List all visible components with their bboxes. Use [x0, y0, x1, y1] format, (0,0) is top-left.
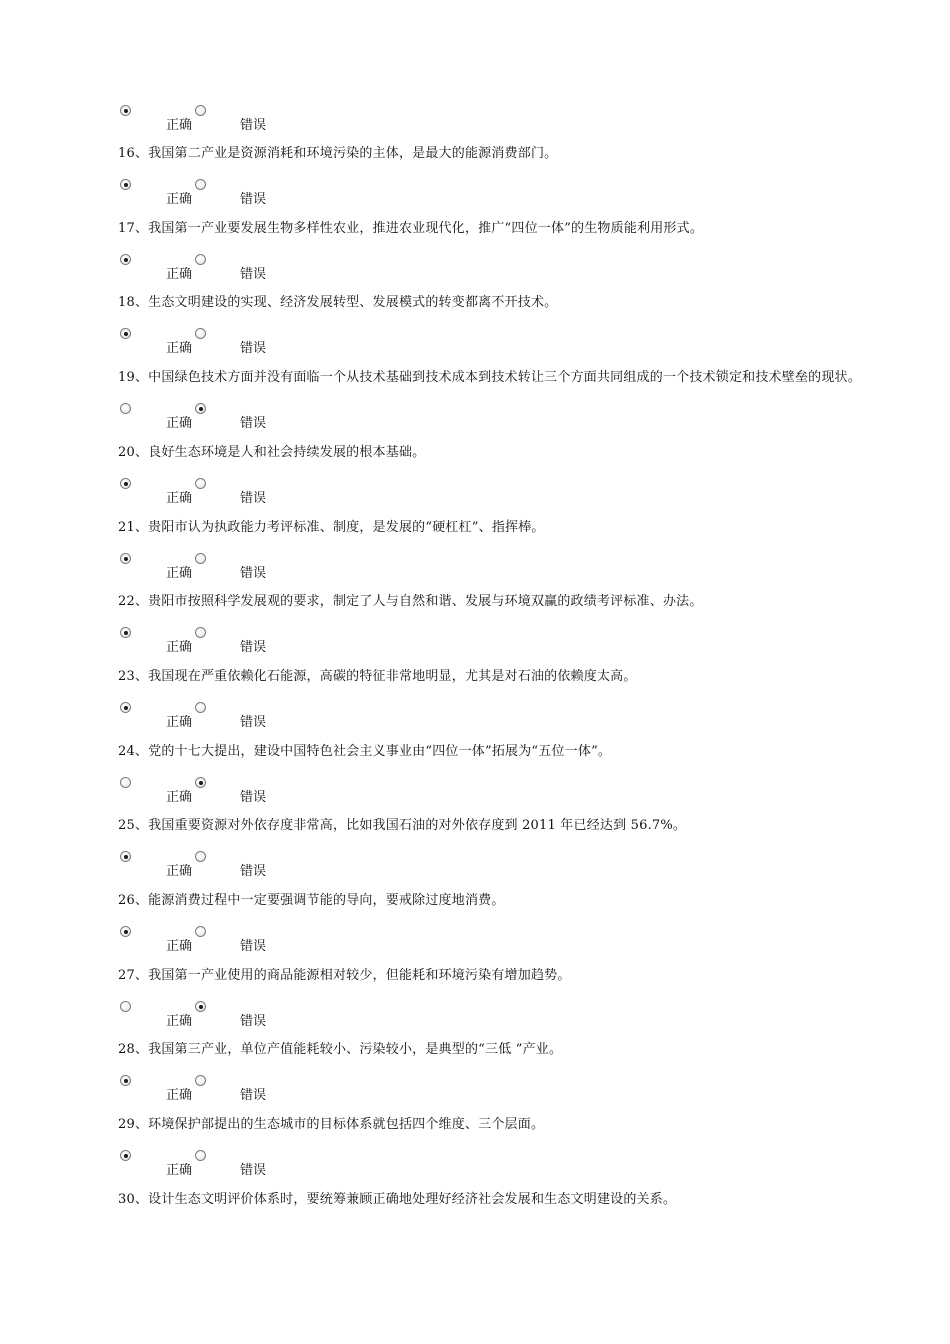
label-correct: 正确	[166, 491, 193, 506]
radio-correct[interactable]	[120, 328, 131, 339]
label-wrong: 错误	[240, 491, 267, 506]
radio-wrong[interactable]	[195, 403, 206, 414]
radio-wrong[interactable]	[195, 1150, 206, 1161]
label-wrong: 错误	[240, 416, 267, 431]
label-wrong: 错误	[240, 864, 267, 879]
label-wrong: 错误	[240, 715, 267, 730]
radio-wrong[interactable]	[195, 553, 206, 564]
label-correct: 正确	[166, 1163, 193, 1178]
radio-wrong[interactable]	[195, 777, 206, 788]
question-text: 23、我国现在严重依赖化石能源，高碳的特征非常地明显，尤其是对石油的依赖度太高。	[118, 669, 637, 684]
question-text: 21、贵阳市认为执政能力考评标准、制度，是发展的“硬杠杠”、指挥棒。	[118, 520, 545, 535]
label-correct: 正确	[166, 118, 193, 133]
radio-wrong[interactable]	[195, 328, 206, 339]
label-correct: 正确	[166, 864, 193, 879]
label-correct: 正确	[166, 267, 193, 282]
label-wrong: 错误	[240, 1014, 267, 1029]
question-text: 29、环境保护部提出的生态城市的目标体系就包括四个维度、三个层面。	[118, 1117, 545, 1132]
radio-wrong[interactable]	[195, 702, 206, 713]
question-text: 30、设计生态文明评价体系时，要统筹兼顾正确地处理好经济社会发展和生态文明建设的关系。	[118, 1192, 677, 1207]
question-text: 27、我国第一产业使用的商品能源相对较少，但能耗和环境污染有增加趋势。	[118, 968, 571, 983]
radio-correct[interactable]	[120, 105, 131, 116]
radio-correct[interactable]	[120, 1150, 131, 1161]
radio-correct[interactable]	[120, 777, 131, 788]
radio-correct[interactable]	[120, 851, 131, 862]
radio-wrong[interactable]	[195, 1001, 206, 1012]
radio-correct[interactable]	[120, 627, 131, 638]
question-text: 25、我国重要资源对外依存度非常高，比如我国石油的对外依存度到 2011 年已经达到 56.7%。	[118, 818, 687, 833]
label-wrong: 错误	[240, 790, 267, 805]
label-wrong: 错误	[240, 267, 267, 282]
label-wrong: 错误	[240, 1163, 267, 1178]
label-correct: 正确	[166, 715, 193, 730]
label-correct: 正确	[166, 939, 193, 954]
label-correct: 正确	[166, 192, 193, 207]
label-correct: 正确	[166, 790, 193, 805]
radio-wrong[interactable]	[195, 179, 206, 190]
radio-wrong[interactable]	[195, 627, 206, 638]
question-text: 20、良好生态环境是人和社会持续发展的根本基础。	[118, 445, 426, 460]
radio-wrong[interactable]	[195, 1075, 206, 1086]
label-correct: 正确	[166, 640, 193, 655]
question-text: 26、能源消费过程中一定要强调节能的导向，要戒除过度地消费。	[118, 893, 505, 908]
label-wrong: 错误	[240, 1088, 267, 1103]
question-text: 17、我国第一产业要发展生物多样性农业，推进农业现代化，推广“四位一体”的生物质能利用形式。	[118, 221, 704, 236]
label-wrong: 错误	[240, 118, 267, 133]
label-wrong: 错误	[240, 640, 267, 655]
radio-wrong[interactable]	[195, 478, 206, 489]
label-correct: 正确	[166, 341, 193, 356]
radio-correct[interactable]	[120, 1001, 131, 1012]
radio-correct[interactable]	[120, 926, 131, 937]
label-wrong: 错误	[240, 341, 267, 356]
radio-wrong[interactable]	[195, 926, 206, 937]
label-wrong: 错误	[240, 939, 267, 954]
label-correct: 正确	[166, 1014, 193, 1029]
radio-wrong[interactable]	[195, 254, 206, 265]
label-wrong: 错误	[240, 566, 267, 581]
radio-wrong[interactable]	[195, 105, 206, 116]
radio-correct[interactable]	[120, 254, 131, 265]
label-wrong: 错误	[240, 192, 267, 207]
question-text: 19、中国绿色技术方面并没有面临一个从技术基础到技术成本到技术转让三个方面共同组成的一个技术锁定和技术壁垒的现状。	[118, 370, 861, 385]
question-text: 16、我国第二产业是资源消耗和环境污染的主体，是最大的能源消费部门。	[118, 146, 558, 161]
radio-correct[interactable]	[120, 1075, 131, 1086]
label-correct: 正确	[166, 416, 193, 431]
question-text: 18、生态文明建设的实现、经济发展转型、发展模式的转变都离不开技术。	[118, 295, 558, 310]
label-correct: 正确	[166, 566, 193, 581]
radio-correct[interactable]	[120, 403, 131, 414]
radio-correct[interactable]	[120, 702, 131, 713]
radio-correct[interactable]	[120, 478, 131, 489]
label-correct: 正确	[166, 1088, 193, 1103]
question-text: 24、党的十七大提出，建设中国特色社会主义事业由“四位一体”拓展为“五位一体”。	[118, 744, 612, 759]
radio-correct[interactable]	[120, 553, 131, 564]
question-text: 28、我国第三产业，单位产值能耗较小、污染较小，是典型的“三低 ”产业。	[118, 1042, 563, 1057]
radio-correct[interactable]	[120, 179, 131, 190]
question-text: 22、贵阳市按照科学发展观的要求，制定了人与自然和谐、发展与环境双赢的政绩考评标准、办法。	[118, 594, 703, 609]
radio-wrong[interactable]	[195, 851, 206, 862]
